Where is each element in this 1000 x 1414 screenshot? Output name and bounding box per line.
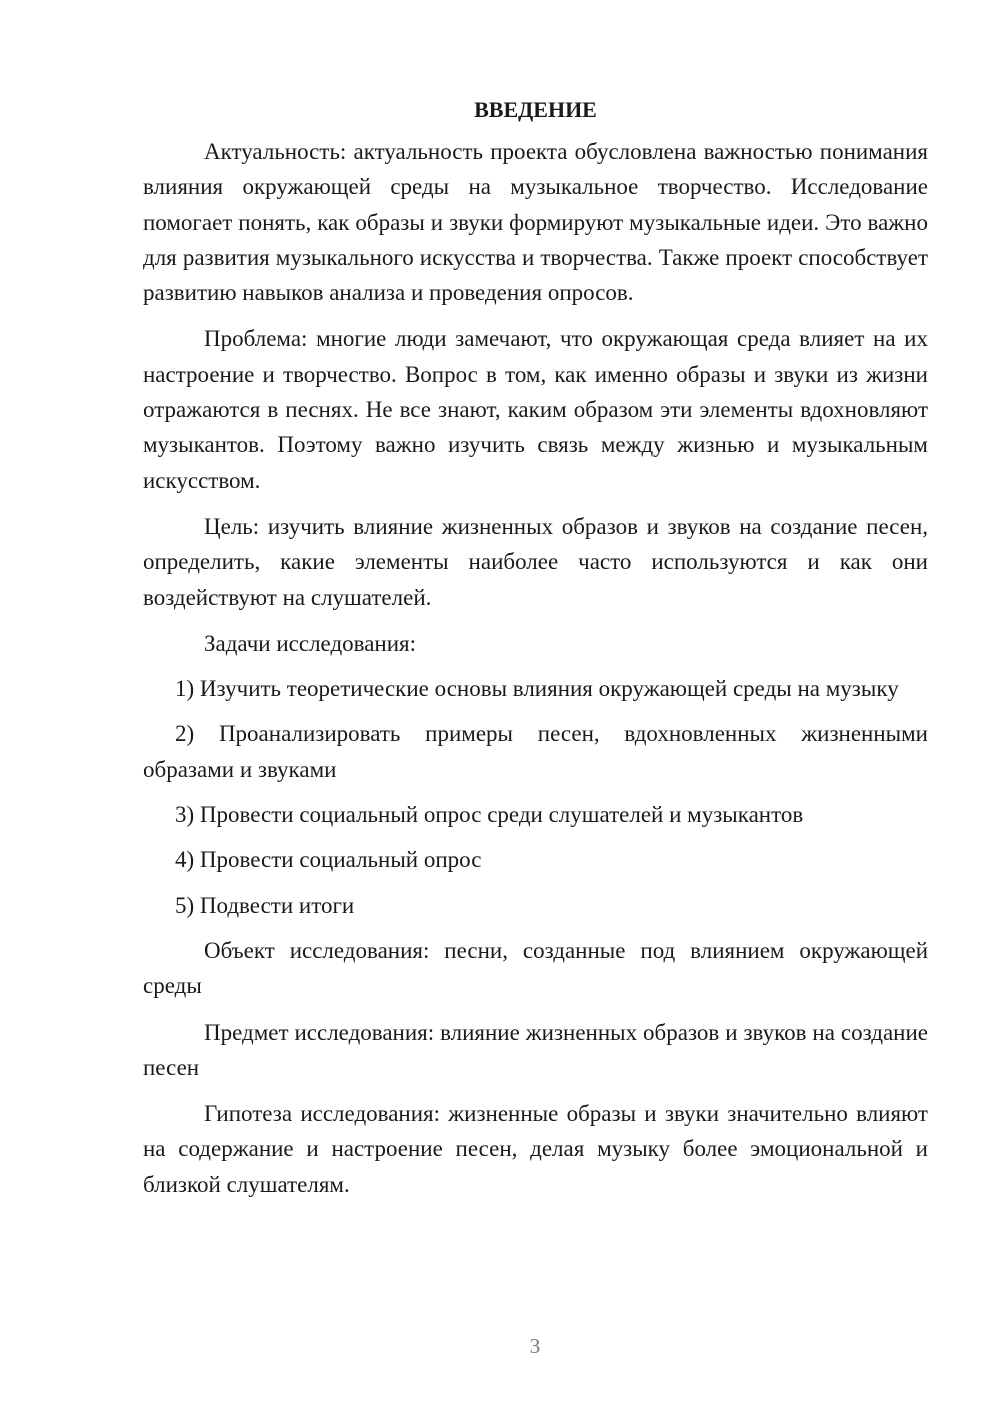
task-item: 3) Провести социальный опрос среди слушателей и музыкантов	[175, 802, 804, 828]
page-content	[143, 95, 928, 1213]
problem-paragraph: Проблема: многие люди замечают, что окружающая среда влияет на их настроение и творчество. Вопрос в том, как именно образы и звуки из жизни отражаются в песнях. Не все знают, каким образом эти элементы вдохновляют музыкантов. Поэтому важно изучить связь между жизнью и музыкальным искусством.	[143, 326, 928, 493]
goal-paragraph: Цель: изучить влияние жизненных образов и звуков на создание песен, определить, какие элементы наиболее часто используются и как они воздействуют на слушателей.	[143, 513, 928, 610]
page-number: 3	[529, 1334, 541, 1358]
subject-paragraph: Предмет исследования: влияние жизненных образов и звуков на создание песен	[143, 1019, 928, 1080]
task-item: 5) Подвести итоги	[175, 892, 355, 918]
task-item: 2) Проанализировать примеры песен, вдохновленных жизненными образами и звуками	[143, 721, 928, 782]
task-item: 1) Изучить теоретические основы влияния окружающей среды на музыку	[175, 676, 899, 702]
relevance-paragraph: Актуальность: актуальность проекта обусловлена важностью понимания влияния окружающей среды на музыкальное творчество. Исследование помогает понять, как образы и звуки формируют музыкальные идеи. Это важно для развития музыкального искусства и творчества. Также проект способствует развитию навыков анализа и проведения опросов.	[143, 139, 928, 306]
hypothesis-paragraph: Гипотеза исследования: жизненные образы и звуки значительно влияют на содержание и настроение песен, делая музыку более эмоциональной и близкой слушателям.	[143, 1101, 928, 1197]
task-item: 4) Провести социальный опрос	[175, 847, 482, 873]
page-title: ВВЕДЕНИЕ	[474, 97, 597, 122]
tasks-heading: Задачи исследования:	[204, 630, 417, 656]
object-paragraph: Объект исследования: песни, созданные под влиянием окружающей среды	[143, 937, 928, 999]
